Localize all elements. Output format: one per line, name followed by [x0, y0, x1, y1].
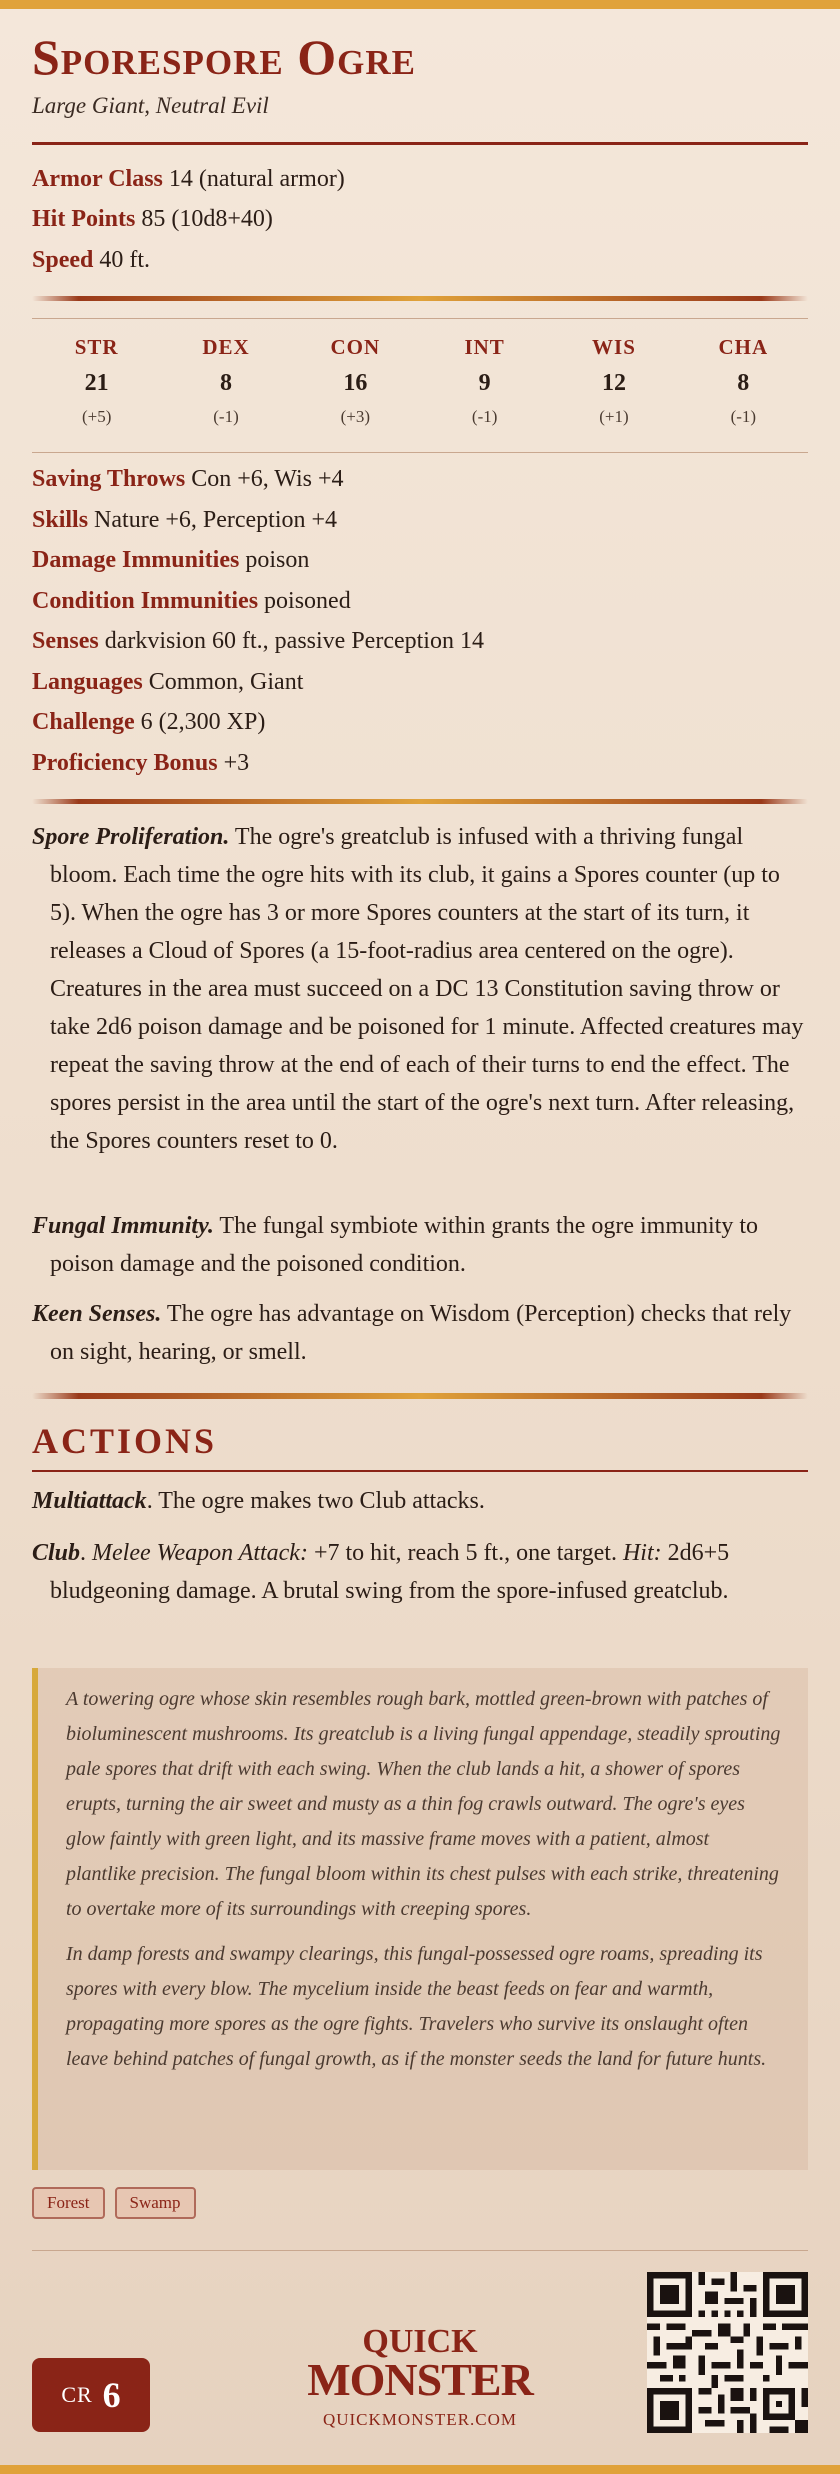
ac-label: Armor Class: [32, 166, 163, 192]
detail-label: Damage Immunities: [32, 547, 240, 573]
detail-value: Nature +6, Perception +4: [88, 507, 338, 533]
action-name: Multiattack: [32, 1488, 147, 1514]
detail-label: Languages: [32, 669, 143, 695]
detail-value: poison: [239, 547, 310, 573]
ability-modifier: (-1): [471, 407, 498, 426]
condition-immunities: [32, 588, 351, 615]
detail-value: 6 (2,300 XP): [134, 709, 266, 735]
ability-score: 8: [737, 370, 750, 396]
saving-throws: [32, 466, 344, 493]
tag-forest[interactable]: Forest: [32, 2187, 105, 2219]
flavor-paragraph: A towering ogre whose skin resembles rough bark, mottled green-brown with patches of bioluminescent mushrooms. Its greatclub is a living fungal appendage, steadily sprouting pale spores that drift with each swing. When the club lands a hit, a shower of spores erupts, turning the air sweet and musty as a thin fog crawls outward. The ogre's eyes glow faintly with green light, and its massive frame moves with a patient, almost plantlike precision. The fungal bloom within its chest pulses with each strike, threatening to overtake more of its surroundings with creeping spores.: [66, 1688, 781, 1920]
detail-label: Challenge: [32, 709, 135, 735]
hit-label: Hit:: [622, 1540, 662, 1566]
divider: [32, 1470, 808, 1472]
detail-label: Saving Throws: [32, 466, 186, 492]
trait-fungal-immunity: [32, 1207, 808, 1283]
divider: [32, 452, 808, 453]
detail-value: +3: [217, 750, 250, 776]
action-text: . The ogre makes two Club attacks.: [146, 1488, 485, 1514]
flavor-text: [32, 1668, 808, 2170]
ability-label: INT: [464, 335, 505, 359]
trait-text: The ogre's greatclub is infused with a thriving fungal bloom. Each time the ogre hits with its club, it gains a Spores counter (up to 5). When the ogre has 3 or more Spores counters at the start of its turn, it releases a Cloud of Spores (a 15-foot-radius area centered on the ogre). Creatures in the area must succeed on a DC 13 Constitution saving throw or take 2d6 poison damage and be poisoned for 1 minute. Affected creatures may repeat the saving throw at the end of each of their turns to end the effect. The spores persist in the area until the start of the ogre's next turn. After releasing, the Spores counters reset to 0.: [50, 824, 804, 1154]
flavor-paragraph: In damp forests and swampy clearings, this fungal-possessed ogre roams, spreading its spores with every blow. The mycelium inside the beast feeds on fear and warmth, propagating more spores as the ogre fights. Travelers who survive its onslaught often leave behind patches of fungal growth, as if the monster seeds the land for future hunts.: [66, 1943, 767, 2070]
speed: [32, 247, 150, 274]
attack-text: +7 to hit, reach 5 ft., one target.: [307, 1540, 623, 1566]
ability-modifier: (+5): [81, 407, 112, 426]
trait-text: The ogre has advantage on Wisdom (Perception) checks that rely on sight, hearing, or smell.: [50, 1301, 792, 1365]
action-club: [32, 1534, 808, 1610]
ability-label: STR: [74, 335, 119, 359]
ornamental-divider: [32, 799, 808, 804]
ability-label: DEX: [202, 335, 250, 359]
skills: [32, 507, 337, 534]
divider: [32, 142, 808, 145]
ornamental-divider: [32, 296, 808, 301]
ability-score: 12: [601, 370, 626, 396]
actions-heading: ACTIONS: [32, 1421, 218, 1461]
trait-spore-proliferation: [32, 818, 808, 1160]
hp-value: 85 (10d8+40): [135, 206, 273, 232]
top-accent-bar: [0, 0, 840, 9]
attack-type: Melee Weapon Attack:: [92, 1540, 308, 1566]
detail-label: Skills: [32, 507, 89, 533]
action-multiattack: [32, 1482, 808, 1520]
ability-modifier: (-1): [730, 407, 757, 426]
damage-immunities: [32, 547, 309, 574]
habitat-tags: [32, 2187, 196, 2219]
trait-text: The fungal symbiote within grants the ogre immunity to poison damage and the poisoned condition.: [50, 1213, 758, 1277]
monster-type: Large Giant, Neutral Evil: [32, 93, 269, 118]
divider: [32, 318, 808, 319]
ability-wis: [549, 335, 678, 427]
damage-text: 2d6+5 bludgeoning damage. A brutal swing from the spore-infused greatclub.: [50, 1540, 730, 1604]
detail-value: poisoned: [258, 588, 351, 614]
armor-class: [32, 166, 345, 193]
ability-con: [291, 335, 420, 427]
separator: .: [80, 1540, 93, 1566]
ability-int: [420, 335, 549, 427]
quickmonster-logo[interactable]: [300, 2323, 540, 2430]
action-name: Club: [32, 1540, 81, 1566]
ability-label: CON: [330, 335, 381, 359]
ornamental-divider: [32, 1393, 808, 1399]
ability-score: 8: [219, 370, 232, 396]
ability-str: [32, 335, 161, 427]
detail-value: darkvision 60 ft., passive Perception 14: [98, 628, 484, 654]
senses: [32, 628, 484, 655]
ability-score: 9: [478, 370, 491, 396]
detail-label: Condition Immunities: [32, 588, 259, 614]
divider: [32, 2250, 808, 2251]
trait-keen-senses: [32, 1295, 808, 1371]
trait-name: Fungal Immunity.: [32, 1213, 214, 1239]
trait-name: Spore Proliferation.: [32, 824, 230, 850]
ability-cha: [679, 335, 808, 427]
cr-value: 6: [102, 2375, 121, 2415]
cr-label: CR: [61, 2382, 93, 2407]
hit-points: [32, 206, 273, 233]
cr-badge: [32, 2358, 150, 2432]
proficiency-bonus: [32, 750, 249, 777]
ability-label: CHA: [718, 335, 769, 359]
ability-label: WIS: [592, 335, 636, 359]
ability-modifier: (+1): [599, 407, 629, 426]
ability-modifier: (-1): [213, 407, 239, 426]
ability-score: 21: [84, 370, 109, 396]
languages: [32, 669, 303, 696]
trait-name: Keen Senses.: [32, 1301, 162, 1327]
logo-line1: QUICK: [362, 2323, 478, 2360]
qr-code-icon[interactable]: [647, 2272, 808, 2433]
detail-label: Senses: [32, 628, 99, 654]
ability-score: 16: [343, 370, 368, 396]
site-url[interactable]: QUICKMONSTER.COM: [322, 2410, 518, 2429]
detail-value: Common, Giant: [142, 669, 304, 695]
monster-name: Sporespore Ogre: [32, 29, 416, 85]
hp-label: Hit Points: [32, 206, 136, 232]
tag-swamp[interactable]: Swamp: [115, 2187, 196, 2219]
ac-value: 14 (natural armor): [162, 166, 345, 192]
ability-modifier: (+3): [340, 407, 371, 426]
challenge: [32, 709, 265, 736]
detail-label: Proficiency Bonus: [32, 750, 218, 776]
speed-value: 40 ft.: [93, 247, 151, 273]
speed-label: Speed: [32, 247, 94, 273]
detail-value: Con +6, Wis +4: [185, 466, 344, 492]
logo-line2: MONSTER: [307, 2354, 533, 2405]
ability-dex: [161, 335, 290, 427]
ability-scores: [32, 335, 808, 427]
bottom-accent-bar: [0, 2465, 840, 2474]
